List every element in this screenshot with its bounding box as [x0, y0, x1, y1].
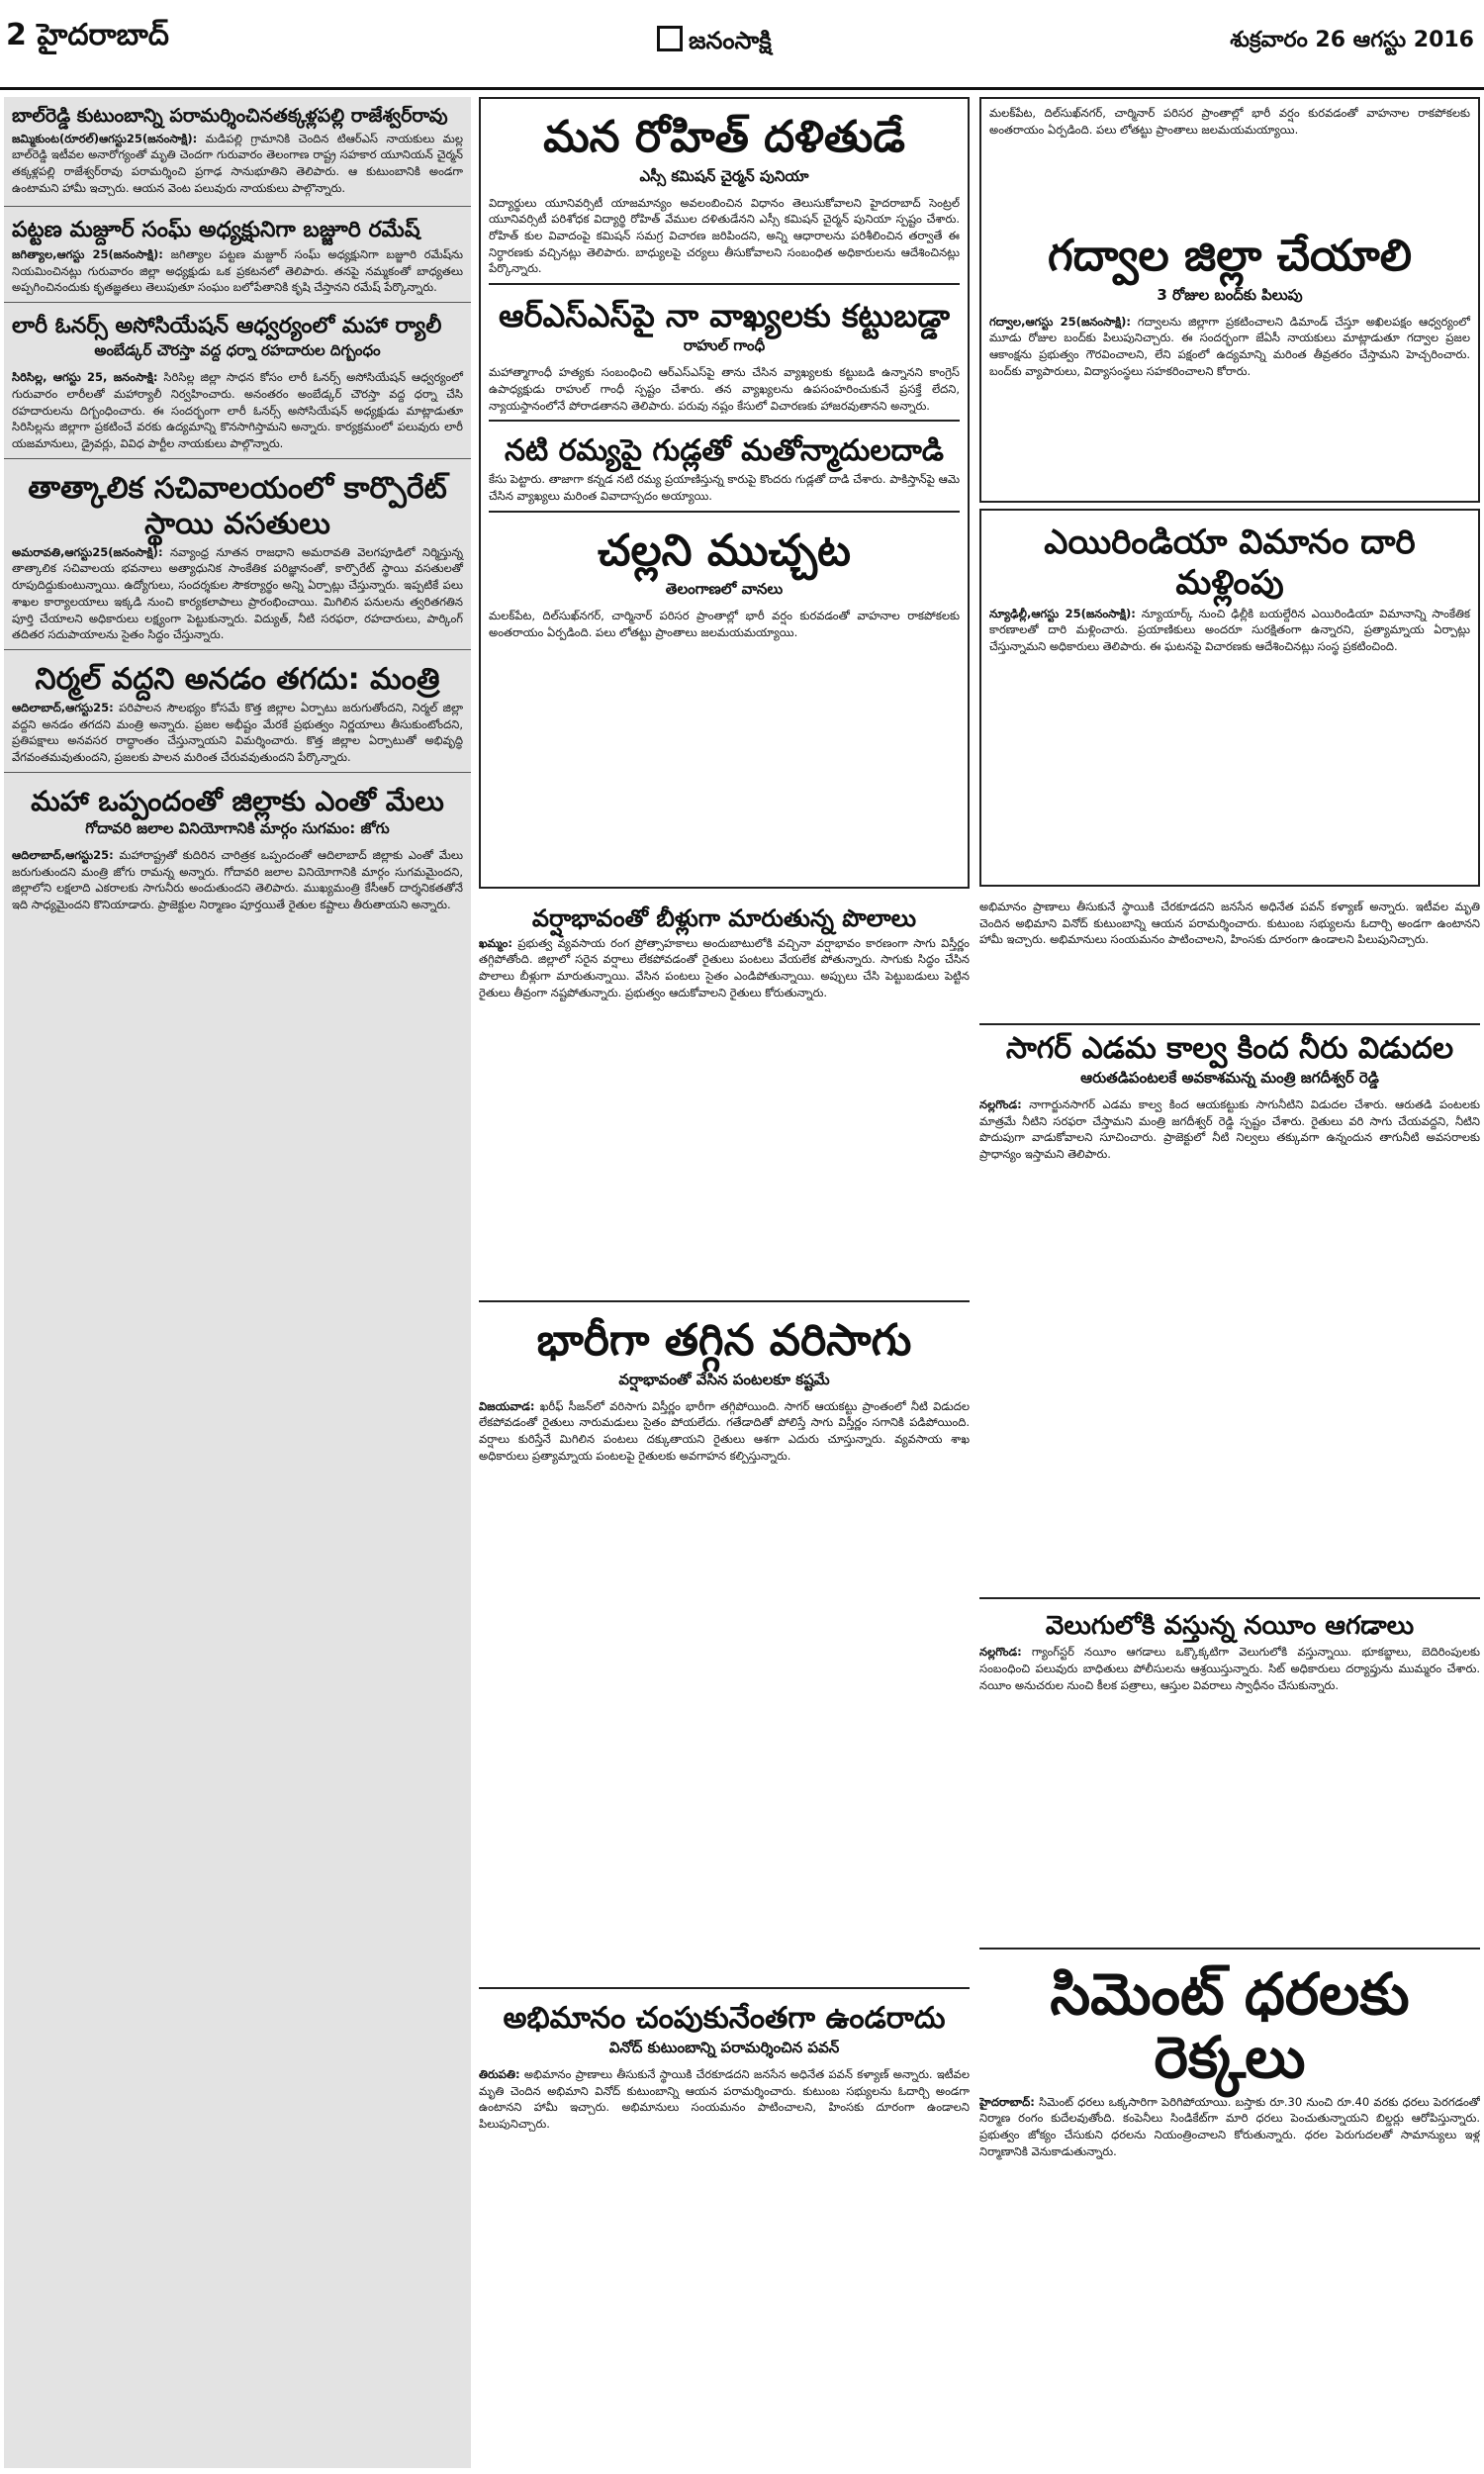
article-rahul [489, 291, 960, 414]
article-balreddy [4, 97, 471, 200]
headline: మన రోహిత్‌ దళితుడే [543, 112, 905, 162]
divider [4, 302, 471, 303]
subheadline: తెలంగాణలో వానలు [665, 580, 784, 599]
headline: తాత్కాలిక సచివాలయంలో కార్పొరేట్‌ స్థాయి వసతులు [28, 470, 447, 541]
article-body: న్యూఢిల్లీ,ఆగస్టు 25(జనంసాక్షి): న్యూయార్క్‌ నుంచి ఢిల్లీకి బయల్దేరిన ఎయిరిండియా విమానాన్ని సాంకేతిక కారణాలతో దారి మళ్లించారు. ప్రయాణికులు అందరూ సురక్షితంగా ఉన్నారని, ప్రత్యామ్నాయ ఏర్పాట్లు చేస్తున్నామని అధికారులు తెలిపారు. ఈ ఘటనపై విచారణకు ఆదేశించినట్లు సంస్థ ప్రకటించింది. [989, 606, 1470, 653]
article-airindia [979, 509, 1480, 887]
headline: భారీగా తగ్గిన వరిసాగు [536, 1315, 912, 1366]
divider [4, 458, 471, 459]
logo-icon [657, 26, 683, 51]
headline: లారీ ఓనర్స్‌ అసోసియేషన్‌ ఆధ్వర్యంలో మహా ర్యాలీ [12, 313, 442, 338]
divider [979, 1597, 1480, 1599]
page-number: 2 హైదరాబాద్ [6, 18, 169, 52]
article-body: ఆదిలాబాద్‌,ఆగస్టు25: పరిపాలన సౌలభ్యం కోసమే కొత్త జిల్లాల ఏర్పాటు జరుగుతోందని, నిర్మల్‌ జిల్లా వద్దని అనడం తగదని మంత్రి అన్నారు. ప్రజల అభీష్టం మేరకే ప్రభుత్వం నిర్ణయాలు తీసుకుంటోందని, ప్రతిపక్షాలు అనవసర రాద్ధాంతం చేస్తున్నాయని విమర్శించారు. కొత్త జిల్లాల ఏర్పాటుతో అభివృద్ధి వేగవంతమవుతుందని, ప్రజలకు పాలన మరింత చేరువవుతుందని పేర్కొన్నారు. [12, 700, 464, 764]
article-body: విజయవాడ: ఖరీఫ్‌ సీజన్‌లో వరిసాగు విస్తీర్ణం భారీగా తగ్గిపోయింది. సాగర్‌ ఆయకట్టు ప్రాంతంలో నీటి విడుదల లేకపోవడంతో రైతులు నారుమడులు సైతం పోయలేదు. గతేడాదితో పోలిస్తే సాగు విస్తీర్ణం సగానికి పడిపోయింది. వర్షాలు కురిస్తేనే మిగిలిన పంటలు దక్కుతాయని రైతులు ఆశగా ఎదురు చూస్తున్నారు. వ్యవసాయ శాఖ అధికారులు ప్రత్యామ్నాయ పంటలపై రైతులకు అవగాహన కల్పిస్తున్నారు. [479, 1398, 970, 1463]
right-lower-column [979, 899, 1480, 2468]
article-continuation: మలక్‌పేట, దిల్‌సుఖ్‌నగర్‌, చార్మినార్‌ పరిసర ప్రాంతాల్లో భారీ వర్షం కురవడంతో వాహనాల రాకపోకలకు అంతరాయం ఏర్పడింది. పలు లోతట్టు ప్రాంతాలు జలమయమయ్యాయి. [989, 106, 1470, 137]
article-nayeem [979, 1605, 1480, 1942]
article-body: విద్యార్థులు యూనివర్సిటీ యాజమాన్యం అవలంబించిన విధానం తెలుసుకోవాలని హైదరాబాద్‌ సెంట్రల్‌ యూనివర్సిటీ పరిశోధక విద్యార్థి రోహిత్‌ వేముల దళితుడేనని ఎస్సీ కమిషన్‌ చైర్మన్‌ పునియా స్పష్టం చేశారు. రోహిత్‌ కుల వివాదంపై కమిషన్‌ సమగ్ర విచారణ జరిపిందని, అన్ని ఆధారాలను పరిశీలించిన తర్వాతే ఈ నిర్ధారణకు వచ్చినట్లు తెలిపారు. బాధ్యులపై చర్యలు తీసుకోవాలని సంబంధిత అధికారులను ఆదేశించినట్లు పేర్కొన్నారు. [489, 195, 960, 276]
article-ramesh [4, 213, 471, 296]
divider [489, 283, 960, 285]
headline: నిర్మల్‌ వద్దని అనడం తగదు: మంత్రి [35, 661, 440, 697]
divider [4, 206, 471, 207]
headline: వర్షాభావంతో బీళ్లుగా మారుతున్న పొలాలు [531, 904, 917, 932]
article-rain [489, 519, 960, 641]
divider [479, 1300, 970, 1302]
newspaper-logo: జనంసాక్షి [657, 26, 772, 60]
divider [979, 1948, 1480, 1950]
article-body: మలక్‌పేట, దిల్‌సుఖ్‌నగర్‌, చార్మినార్‌ పరిసర ప్రాంతాల్లో భారీ వర్షం కురవడంతో వాహనాల రాకపోకలకు అంతరాయం ఏర్పడింది. పలు లోతట్టు ప్రాంతాలు జలమయమయ్యాయి. [489, 609, 960, 639]
divider [979, 1023, 1480, 1025]
article-gadwal [979, 97, 1480, 503]
masthead [0, 0, 1484, 89]
subheadline: 3 రోజుల బంద్‌కు పిలుపు [1157, 285, 1303, 304]
article-body: ఆదిలాబాద్‌,ఆగస్టు25: మహారాష్ట్రతో కుదిరిన చారిత్రక ఒప్పందంతో ఆదిలాబాద్‌ జిల్లాకు ఎంతో మేలు జరుగుతుందని మంత్రి జోగు రామన్న అన్నారు. గోదావరి జలాల వినియోగానికి మార్గం సుగమమైందని, జిల్లాలోని లక్షలాది ఎకరాలకు సాగునీరు అందుతుందని తెలిపారు. ముఖ్యమంత్రి కేసీఆర్‌ దార్శనికతతోనే ఇది సాధ్యమైందని కొనియాడారు. ప్రాజెక్టుల నిర్మాణం పూర్తయితే రైతుల కష్టాలు తీరుతాయని అన్నారు. [12, 848, 464, 912]
article-body: కేసు పెట్టారు. తాజాగా కన్నడ నటి రమ్య ప్రయాణిస్తున్న కారుపై కొందరు గుడ్లతో దాడి చేశారు. పాకిస్తాన్‌పై ఆమె చేసిన వ్యాఖ్యలు మరింత వివాదాస్పదం అయ్యాయి. [489, 472, 960, 504]
headline: నటి రమ్యపై గుడ్లతో మతోన్మాదులదాడి [504, 433, 945, 469]
divider [4, 649, 471, 650]
headline: సాగర్‌ ఎడమ కాల్వ కింద నీరు విడుదల [1005, 1031, 1454, 1066]
subheadline: ఆరుతడిపంటలకే అవకాశమన్న మంత్రి జగదీశ్వర్‌ రెడ్డి [1080, 1069, 1379, 1087]
article-pawan [479, 1995, 970, 2470]
headline: వెలుగులోకి వస్తున్న నయీం ఆగడాలు [1045, 1611, 1415, 1641]
article-lorry-rally [4, 309, 471, 452]
article-nirmal [4, 656, 471, 766]
headline: చల్లని ముచ్చట [598, 524, 851, 576]
headline: గద్వాల జిల్లా చేయాలి [1047, 231, 1413, 281]
divider [4, 772, 471, 773]
article-maha-agreement [4, 779, 471, 913]
article-body: అమరావతి,ఆగస్టు25(జనంసాక్షి): నవ్యాంధ్ర నూతన రాజధాని అమరావతి వెలగపూడిలో నిర్మిస్తున్న తాత్కాలిక సచివాలయ భవనాలు అత్యాధునిక సాంకేతిక పరిజ్ఞానంతో, కార్పొరేట్‌ స్థాయి వసతులతో రూపుదిద్దుకుంటున్నాయి. ఉద్యోగులు, సందర్శకుల సౌకర్యార్థం అన్ని ఏర్పాట్లు చేస్తున్నారు. ఇప్పటికే పలు శాఖల కార్యాలయాలు ఇక్కడి నుంచి కార్యకలాపాలు ప్రారంభించాయి. మిగిలిన పనులను త్వరితగతిన పూర్తి చేయాలని అధికారులు లక్ష్యంగా పెట్టుకున్నారు. విద్యుత్‌, నీటి సరఫరా, రహదారులు, పార్కింగ్‌ తదితర సదుపాయాలను సైతం సిద్ధం చేస్తున్నారు. [12, 544, 464, 642]
article-body: జమ్మికుంట(రూరల్‌)ఆగస్టు25(జనంసాక్షి): మడిపల్లి గ్రామానికి చెందిన టిఆర్‌ఎస్‌ నాయకులు మల్ల బాల్‌రెడ్డి ఇటీవల అనారోగ్యంతో మృతి చెందగా గురువారం తెలంగాణ రాష్ట్ర సహకార యూనియన్‌ చైర్మన్‌ తక్కళ్లపల్లి రాజేశ్వర్‌రావు పరామర్శించి ప్రగాఢ సానుభూతిని తెలిపారు. ఆ కుటుంబానికి అండగా ఉంటామని హామీ ఇచ్చారు. ఆయన వెంట పలువురు నాయకులు పాల్గొన్నారు. [12, 131, 464, 195]
article-sagu [479, 1308, 970, 1981]
article-body: సిరిసిల్ల, ఆగస్టు 25, జనంసాక్షి: సిరిసిల్ల జిల్లా సాధన కోసం లారీ ఓనర్స్‌ అసోసియేషన్‌ ఆధ్వర్యంలో గురువారం లారీలతో మహార్యాలీ నిర్వహించారు. అనంతరం అంబేడ్కర్‌ చౌరస్తా వద్ద ధర్నా చేసి రహదారులను దిగ్బంధించారు. ఈ సందర్భంగా లారీ ఓనర్స్‌ అసోసియేషన్‌ అధ్యక్షుడు మాట్లాడుతూ సిరిసిల్లను జిల్లాగా ప్రకటించే వరకు ఉద్యమాన్ని కొనసాగిస్తామని అన్నారు. కార్యక్రమంలో పలువురు లారీ యజమానులు, డ్రైవర్లు, వివిధ పార్టీల నాయకులు పాల్గొన్నారు. [12, 370, 463, 451]
headline: మహా ఒప్పందంతో జిల్లాకు ఎంతో మేలు [31, 784, 444, 817]
center-lower-column [479, 899, 970, 2468]
article-body: హైదరాబాద్‌: సిమెంట్‌ ధరలు ఒక్కసారిగా పెరిగిపోయాయి. బస్తాకు రూ.30 నుంచి రూ.40 వరకు ధరలు పెరగడంతో నిర్మాణ రంగం కుదేలవుతోంది. కంపెనీలు సిండికేట్‌గా మారి ధరలు పెంచుతున్నాయని బిల్డర్లు ఆరోపిస్తున్నారు. ప్రభుత్వం జోక్యం చేసుకుని ధరలను నియంత్రించాలని కోరుతున్నారు. ధరల పెరుగుదలతో సామాన్యులు ఇళ్ల నిర్మాణానికి వెనుకాడుతున్నారు. [979, 2094, 1480, 2158]
subheadline: ఎస్సీ కమిషన్‌ చైర్మన్‌ పునియా [639, 166, 809, 185]
headline: బాల్‌రెడ్డి కుటుంబాన్ని పరామర్శించినతక్కళ్లపల్లి రాజేశ్వర్‌రావు [12, 105, 448, 127]
subheadline: అంబేడ్కర్‌ చౌరస్తా వద్ద ధర్నా రహదారుల దిగ్బంధం [94, 341, 381, 360]
article-continuation: అభిమానం ప్రాణాలు తీసుకునే స్థాయికి చేరకూడదని జనసేన అధినేత పవన్‌ కళ్యాణ్‌ అన్నారు. ఇటీవల మృతి చెందిన అభిమాని వినోద్‌ కుటుంబాన్ని ఆయన పరామర్శించారు. కుటుంబ సభ్యులను ఓదార్చి అండగా ఉంటానని హామీ ఇచ్చారు. అభిమానులు సంయమనం పాటించాలని, హింసకు దూరంగా ఉండాలని పిలుపునిచ్చారు. [979, 900, 1480, 947]
article-secretariat [4, 465, 471, 643]
divider [479, 1987, 970, 1989]
article-body: జగిత్యాల,ఆగస్టు 25(జనంసాక్షి): జగిత్యాల పట్టణ మజ్దూర్‌ సంఘ్‌ అధ్యక్షునిగా బజ్జూరి రమేష్‌ను నియమించినట్లు గురువారం జిల్లా అధ్యక్షుడు ఒక ప్రకటనలో తెలిపారు. తనపై నమ్మకంతో బాధ్యతలు అప్పగించినందుకు కృతజ్ఞతలు తెలుపుతూ సంఘం బలోపేతానికి కృషి చేస్తానని రమేష్‌ పేర్కొన్నారు. [12, 246, 463, 295]
lead-box [479, 97, 970, 889]
left-column [4, 97, 471, 2468]
headline: ఎయిరిండియా విమానం దారి మళ్లింపు [1044, 523, 1416, 603]
article-ramya [489, 428, 960, 504]
article-body: గద్వాల,ఆగస్టు 25(జనంసాక్షి): గద్వాలను జిల్లాగా ప్రకటించాలని డిమాండ్‌ చేస్తూ అఖిలపక్షం ఆధ్వర్యంలో మూడు రోజుల బంద్‌కు పిలుపునిచ్చారు. ఈ సందర్భంగా జేఏసీ నాయకులు మాట్లాడుతూ గద్వాల ప్రజల ఆకాంక్షను ప్రభుత్వం గౌరవించాలని, లేని పక్షంలో ఉద్యమాన్ని మరింత తీవ్రతరం చేస్తామని హెచ్చరించారు. బంద్‌కు వ్యాపారులు, విద్యాసంస్థలు సహకరించాలని కోరారు. [989, 314, 1470, 378]
headline: అభిమానం చంపుకునేంతగా ఉండరాదు [503, 2001, 946, 2036]
subheadline: గోదావరి జలాల వినియోగానికి మార్గం సుగమం: జోగు [85, 819, 390, 838]
headline: సిమెంట్‌ ధరలకు రెక్కలు [1050, 1960, 1410, 2091]
article-sagar [979, 899, 1480, 1591]
article-body: తిరుపతి: అభిమానం ప్రాణాలు తీసుకునే స్థాయికి చేరకూడదని జనసేన అధినేత పవన్‌ కళ్యాణ్‌ అన్నారు. ఇటీవల మృతి చెందిన అభిమాని వినోద్‌ కుటుంబాన్ని ఆయన పరామర్శించారు. కుటుంబ సభ్యులను ఓదార్చి అండగా ఉంటానని హామీ ఇచ్చారు. అభిమానులు సంయమనం పాటించాలని, హింసకు దూరంగా ఉండాలని పిలుపునిచ్చారు. [479, 2067, 970, 2132]
article-cement [979, 1955, 1480, 2450]
article-rohith [489, 105, 960, 277]
subheadline: రాహుల్‌ గాంధీ [683, 336, 766, 355]
article-body: నల్లగొండ: నాగార్జునసాగర్‌ ఎడమ కాల్వ కింద ఆయకట్టుకు సాగునీటిని విడుదల చేశారు. ఆరుతడి పంటలకు మాత్రమే నీటిని సరఫరా చేస్తామని మంత్రి జగదీశ్వర్‌ రెడ్డి స్పష్టం చేశారు. రైతులు వరి సాగు చేయవద్దని, నీటిని పొదుపుగా వాడుకోవాలని సూచించారు. ప్రాజెక్టులో నీటి నిల్వలు తక్కువగా ఉన్నందున తాగునీటి అవసరాలకు ప్రాధాన్యం ఇస్తామని తెలిపారు. [979, 1097, 1480, 1162]
article-body: నల్లగొండ: గ్యాంగ్‌స్టర్‌ నయీం ఆగడాలు ఒక్కొక్కటిగా వెలుగులోకి వస్తున్నాయి. భూకబ్జాలు, బెదిరింపులకు సంబంధించి పలువురు బాధితులు పోలీసులను ఆశ్రయిస్తున్నారు. సిట్‌ అధికారులు దర్యాప్తును ముమ్మరం చేశారు. నయీం అనుచరుల నుంచి కీలక పత్రాలు, ఆస్తుల వివరాలు స్వాధీనం చేసుకున్నారు. [979, 1645, 1480, 1692]
masthead-divider [0, 87, 1484, 90]
right-top-column [979, 97, 1480, 889]
article-fields [479, 899, 970, 1294]
headline: పట్టణ మజ్దూర్‌ సంఘ్‌ అధ్యక్షునిగా బజ్జూరి రమేష్‌ [12, 218, 420, 243]
article-body: మహాత్మాగాంధీ హత్యకు సంబంధించి ఆర్‌ఎస్‌ఎస్‌పై తాను చేసిన వ్యాఖ్యలకు కట్టుబడి ఉన్నానని కాంగ్రెస్‌ ఉపాధ్యక్షుడు రాహుల్‌ గాంధీ స్పష్టం చేశారు. తన వ్యాఖ్యలను ఉపసంహరించుకునే ప్రసక్తే లేదని, న్యాయస్థానంలోనే పోరాడతానని తెలిపారు. పరువు నష్టం కేసులో విచారణకు హాజరవుతానని అన్నారు. [489, 365, 960, 413]
subheadline: వినోద్‌ కుటుంబాన్ని పరామర్శించిన పవన్‌ [608, 2039, 840, 2056]
headline: ఆర్‌ఎస్‌ఎస్‌పై నా వాఖ్యలకు కట్టుబడ్డా [499, 296, 950, 334]
divider [489, 420, 960, 422]
edition-name: హైదరాబాద్ [37, 18, 169, 52]
divider [489, 511, 960, 513]
subheadline: వర్షాభావంతో వేసిన పంటలకూ కష్టమే [618, 1370, 830, 1388]
issue-date: శుక్రవారం 26 ఆగస్టు 2016 [1230, 28, 1474, 52]
article-body: ఖమ్మం: ప్రభుత్వ వ్యవసాయ రంగ ప్రోత్సాహకాలు అందుబాటులోకి వచ్చినా వర్షాభావం కారణంగా సాగు విస్తీర్ణం తగ్గిపోతోంది. జిల్లాలో సరైన వర్షాలు లేకపోవడంతో రైతులు పంటలు వేయలేక పోతున్నారు. సాగుకు సిద్ధం చేసిన పొలాలు బీళ్లుగా మారుతున్నాయి. వేసిన పంటలు సైతం ఎండిపోతున్నాయి. అప్పులు చేసి పెట్టుబడులు పెట్టిన రైతులు తీవ్రంగా నష్టపోతున్నారు. ప్రభుత్వం ఆదుకోవాలని రైతులు కోరుతున్నారు. [479, 935, 970, 999]
